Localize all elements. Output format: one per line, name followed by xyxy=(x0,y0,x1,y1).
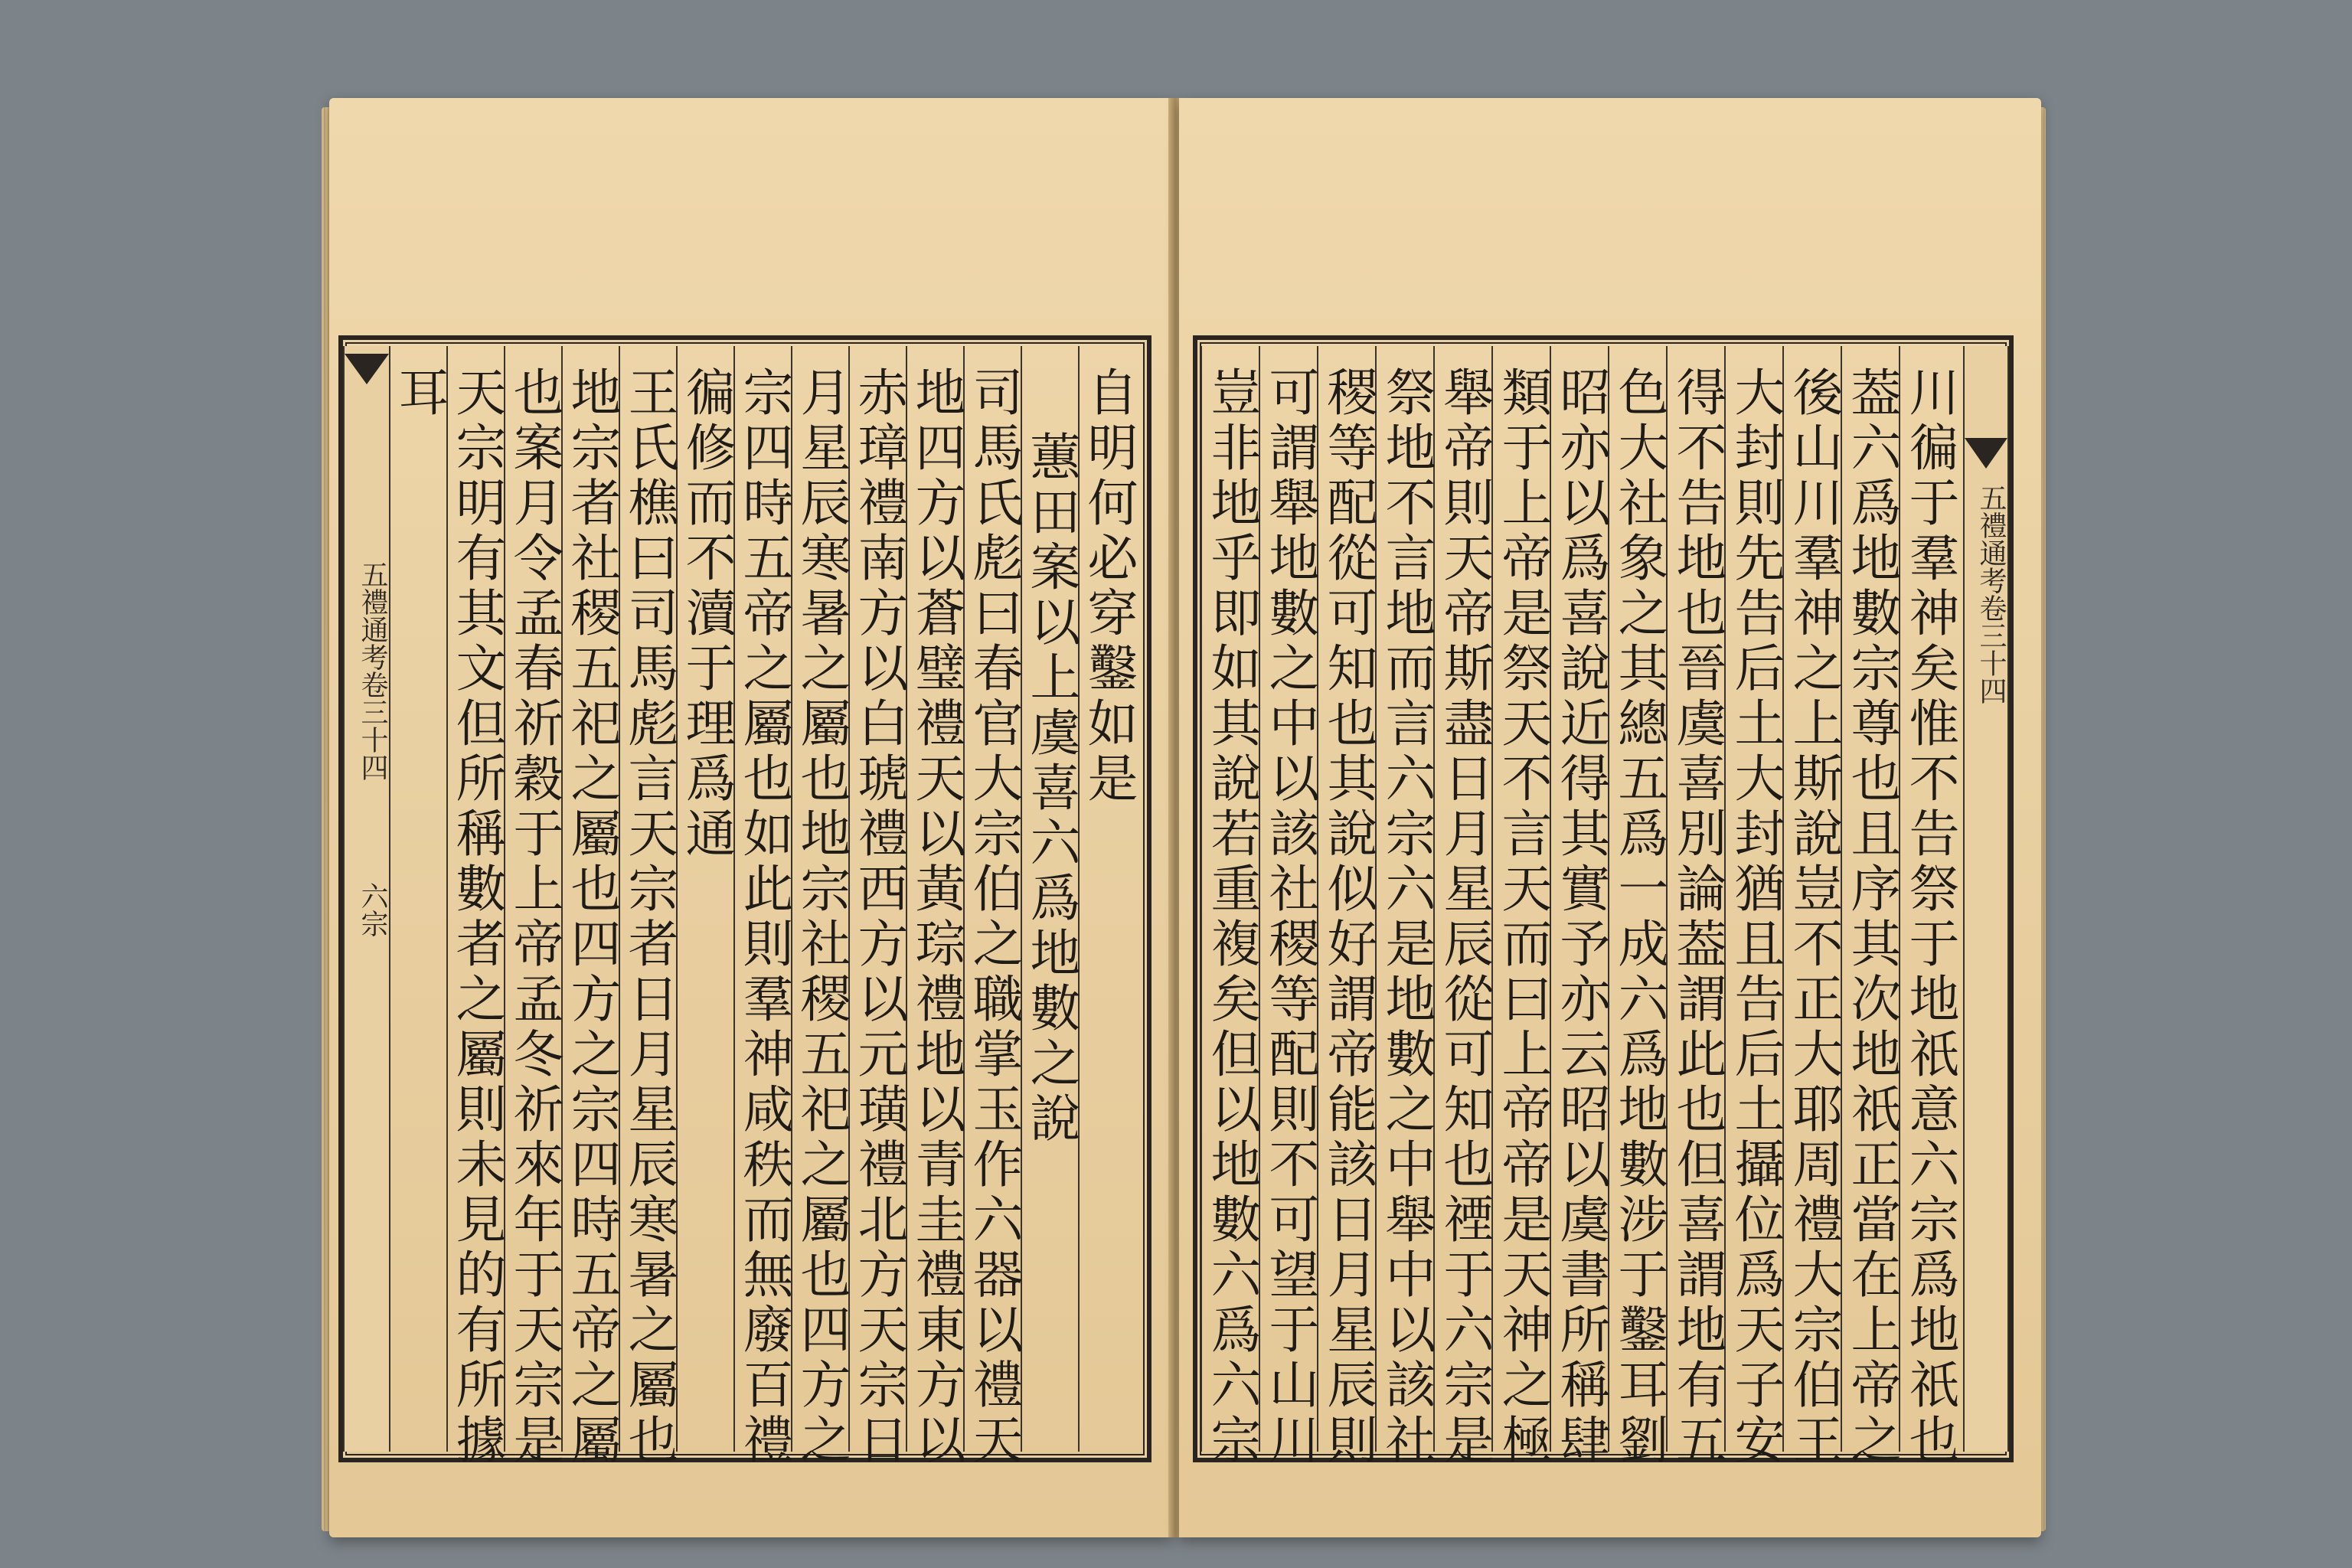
column-text: 天宗明有其文但所稱數者之屬則未見的有所據 xyxy=(447,366,506,1468)
fold-fishtail-mark xyxy=(1965,438,2007,469)
text-column xyxy=(389,346,448,1452)
column-text: 後山川羣神之上斯說豈不正大耶周禮大宗伯王 xyxy=(1784,366,1843,1468)
open-book xyxy=(329,98,2041,1537)
column-text: 地四方以蒼璧禮天以黃琮禮地以青圭禮東方以 xyxy=(906,366,965,1468)
column-text: 司馬氏彪曰春官大宗伯之職掌玉作六器以禮天 xyxy=(964,366,1023,1468)
left-page xyxy=(329,98,1171,1537)
column-text: 色大社象之其總五爲一成六爲地數涉于鑿耳劉 xyxy=(1609,366,1668,1468)
column-text: 耳 xyxy=(390,366,449,421)
column-text: 月星辰寒暑之屬也地宗社稷五祀之屬也四方之 xyxy=(792,366,851,1468)
column-text: 大封則先告后土大封猶且告后土攝位爲天子安 xyxy=(1726,366,1785,1468)
text-column xyxy=(906,346,965,1468)
fold-volume-label: 五禮通考卷三十四 xyxy=(357,560,388,781)
column-text: 得不告地也晉虞喜別論葢謂此也但喜謂地有五 xyxy=(1668,366,1726,1468)
right-text-frame xyxy=(1193,335,2014,1468)
text-column xyxy=(1899,346,1959,1468)
column-text: 赤璋禮南方以白琥禮西方以元璜禮北方天宗日 xyxy=(849,366,908,1468)
text-column xyxy=(446,346,506,1468)
column-text: 川徧于羣神矣惟不告祭于地祇意六宗爲地祇也 xyxy=(1900,366,1959,1468)
text-column xyxy=(1433,346,1494,1468)
column-text: 類于上帝是祭天不言天而曰上帝帝是天神之極 xyxy=(1493,366,1552,1468)
text-column xyxy=(1078,346,1137,1452)
text-column xyxy=(1608,346,1668,1468)
text-column xyxy=(1200,346,1261,1468)
column-text: 王氏樵曰司馬彪言天宗者日月星辰寒暑之屬也 xyxy=(619,366,678,1468)
text-column xyxy=(1782,346,1843,1468)
column-text: 祭地不言地而言六宗六是地數之中舉中以該社 xyxy=(1377,366,1436,1468)
left-fold-strip xyxy=(343,346,390,1452)
column-text: 也案月令孟春祈穀于上帝孟冬祈來年于天宗是 xyxy=(505,366,564,1468)
column-text: 豈非地乎即如其說若重複矣但以地數六爲六宗 xyxy=(1202,366,1261,1468)
text-column xyxy=(1317,346,1377,1468)
text-column xyxy=(504,346,564,1468)
fold-section-label: 六宗 xyxy=(357,882,388,937)
column-text: 昭亦以爲喜說近得其實予亦云昭以虞書所稱肆 xyxy=(1551,366,1610,1468)
text-column xyxy=(1491,346,1552,1468)
column-text: 徧修而不瀆于理爲通 xyxy=(677,366,736,862)
text-column xyxy=(848,346,908,1468)
text-column xyxy=(619,346,678,1468)
column-text: 地宗者社稷五祀之屬也四方之宗四時五帝之屬 xyxy=(562,366,621,1468)
text-column xyxy=(1666,346,1726,1468)
text-column xyxy=(1375,346,1436,1468)
column-text: 舉帝則天帝斯盡日月星辰從可知也禋于六宗是 xyxy=(1435,366,1494,1468)
column-text: 可謂舉地數之中以該社稷等配則不可望于山川 xyxy=(1260,366,1319,1468)
fold-volume-label: 五禮通考卷三十四 xyxy=(1975,484,2007,704)
fold-fishtail-mark xyxy=(345,354,389,384)
text-column xyxy=(791,346,851,1468)
text-column xyxy=(1021,346,1080,1452)
column-text: 自明何必穿鑿如是 xyxy=(1079,366,1138,807)
text-column xyxy=(1841,346,1901,1468)
column-text: 稷等配從可知也其說似好謂帝能該日月星辰則 xyxy=(1318,366,1377,1468)
text-column xyxy=(561,346,621,1468)
column-text: 葢六爲地數宗尊也且序其次地祇正當在上帝之 xyxy=(1842,366,1901,1468)
column-text: 宗四時五帝之屬也如此則羣神咸秩而無廢百禮 xyxy=(734,366,793,1468)
text-column xyxy=(1259,346,1319,1468)
text-column xyxy=(676,346,735,1452)
left-text-frame xyxy=(338,335,1152,1468)
column-text: 蕙田案以上虞喜六爲地數之說 xyxy=(1021,430,1080,1147)
text-column xyxy=(1550,346,1610,1468)
right-fold-strip xyxy=(1963,346,2009,1452)
text-column xyxy=(963,346,1023,1468)
text-column xyxy=(733,346,793,1468)
text-column xyxy=(1724,346,1785,1468)
